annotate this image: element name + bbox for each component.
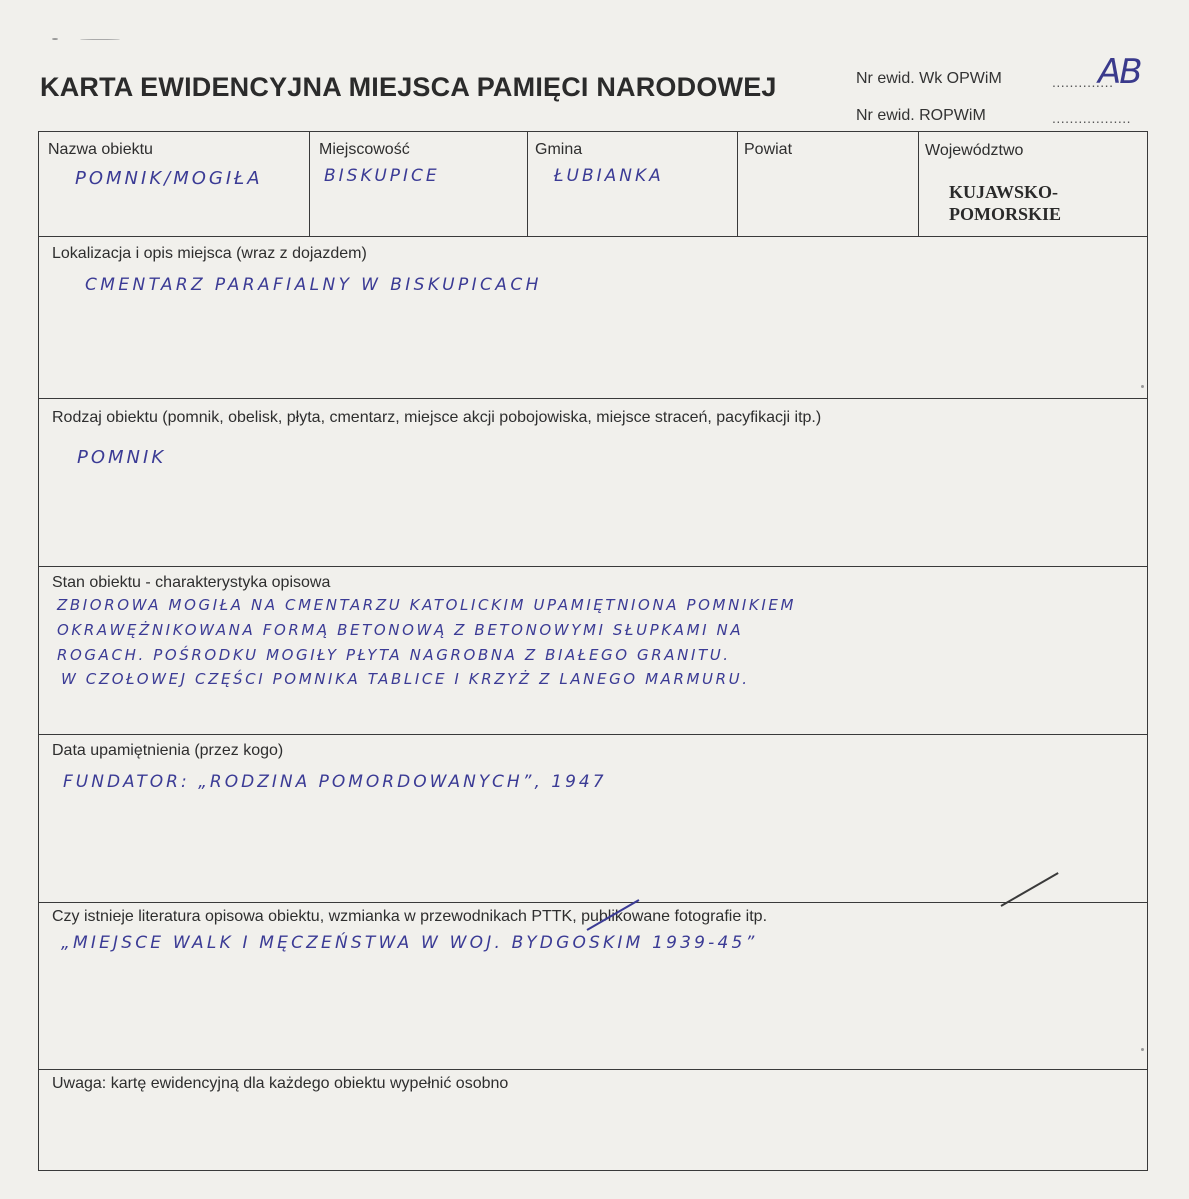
stan-line-4: W CZOŁOWEJ CZĘŚCI POMNIKA TABLICE I KRZYŻ Z LANEGO MARMURU.	[61, 670, 750, 688]
uwaga-label: Uwaga: kartę ewidencyjną dla każdego obiektu wypełnić osobno	[52, 1075, 509, 1092]
literatura-label: Czy istnieje literatura opisowa obiektu, wzmianka w przewodnikach PTTK, publikowane fotografie itp.	[52, 908, 768, 925]
cell-nazwa	[39, 132, 310, 236]
paper-speck	[1141, 1048, 1144, 1051]
nazwa-label: Nazwa obiektu	[48, 141, 153, 158]
row-basic-info	[39, 132, 1147, 237]
paper-speck	[52, 38, 58, 40]
paper-speck	[80, 39, 120, 40]
rodzaj-label: Rodzaj obiektu (pomnik, obelisk, płyta, cmentarz, miejsce akcji pobojowiska, miejsce straceń, pacyfikacji itp.)	[52, 409, 822, 426]
literatura-value: „MIEJSCE WALK I MĘCZEŃSTWA W WOJ. BYDGOSKIM 1939-45”	[61, 933, 758, 953]
cell-gmina	[528, 132, 738, 236]
nr-wk-dots: ..............	[1052, 74, 1114, 90]
lokalizacja-label: Lokalizacja i opis miejsca (wraz z dojazdem)	[52, 245, 367, 262]
powiat-label: Powiat	[744, 141, 793, 158]
wojewodztwo-label: Województwo	[925, 142, 1024, 159]
stan-line-2: OKRAWĘŻNIKOWANA FORMĄ BETONOWĄ Z BETONOWYMI SŁUPKAMI NA	[57, 621, 744, 639]
wojewodztwo-value-line2: POMORSKIE	[949, 204, 1062, 224]
stan-label: Stan obiektu - charakterystyka opisowa	[52, 574, 331, 591]
row-lokalizacja	[39, 237, 1147, 399]
nazwa-value: POMNIK/MOGIŁA	[75, 168, 263, 189]
rodzaj-value: POMNIK	[77, 447, 167, 468]
cell-wojewodztwo	[919, 132, 1149, 236]
stan-line-1: ZBIOROWA MOGIŁA NA CMENTARZU KATOLICKIM UPAMIĘTNIONA POMNIKIEM	[57, 596, 797, 614]
paper-speck	[1141, 385, 1144, 388]
row-uwaga	[39, 1070, 1147, 1172]
row-data	[39, 735, 1147, 903]
card-title: KARTA EWIDENCYJNA MIEJSCA PAMIĘCI NARODOWEJ	[40, 72, 777, 102]
miejscowosc-label: Miejscowość	[319, 141, 410, 158]
cell-powiat	[738, 132, 919, 236]
data-label: Data upamiętnienia (przez kogo)	[52, 742, 284, 759]
gmina-value: ŁUBIANKA	[554, 166, 664, 186]
cell-miejscowosc	[310, 132, 528, 236]
row-literatura	[39, 903, 1147, 1070]
nr-ro-label: Nr ewid. ROPWiM	[856, 107, 986, 124]
nr-wk-handwritten-value: AB	[1098, 52, 1141, 92]
nr-wk-label: Nr ewid. Wk OPWiM	[856, 70, 1002, 87]
lokalizacja-value: CMENTARZ PARAFIALNY W BISKUPICACH	[85, 275, 542, 295]
row-stan	[39, 567, 1147, 735]
data-value: FUNDATOR: „RODZINA POMORDOWANYCH”, 1947	[63, 772, 607, 792]
form-grid	[38, 131, 1148, 1171]
nr-ro-dots: ..................	[1052, 110, 1132, 126]
wojewodztwo-value-line1: KUJAWSKO-	[949, 182, 1059, 202]
gmina-label: Gmina	[535, 141, 583, 158]
miejscowosc-value: BISKUPICE	[324, 166, 440, 186]
row-rodzaj	[39, 399, 1147, 567]
stan-line-3: ROGACH. POŚRODKU MOGIŁY PŁYTA NAGROBNA Z BIAŁEGO GRANITU.	[57, 646, 731, 664]
